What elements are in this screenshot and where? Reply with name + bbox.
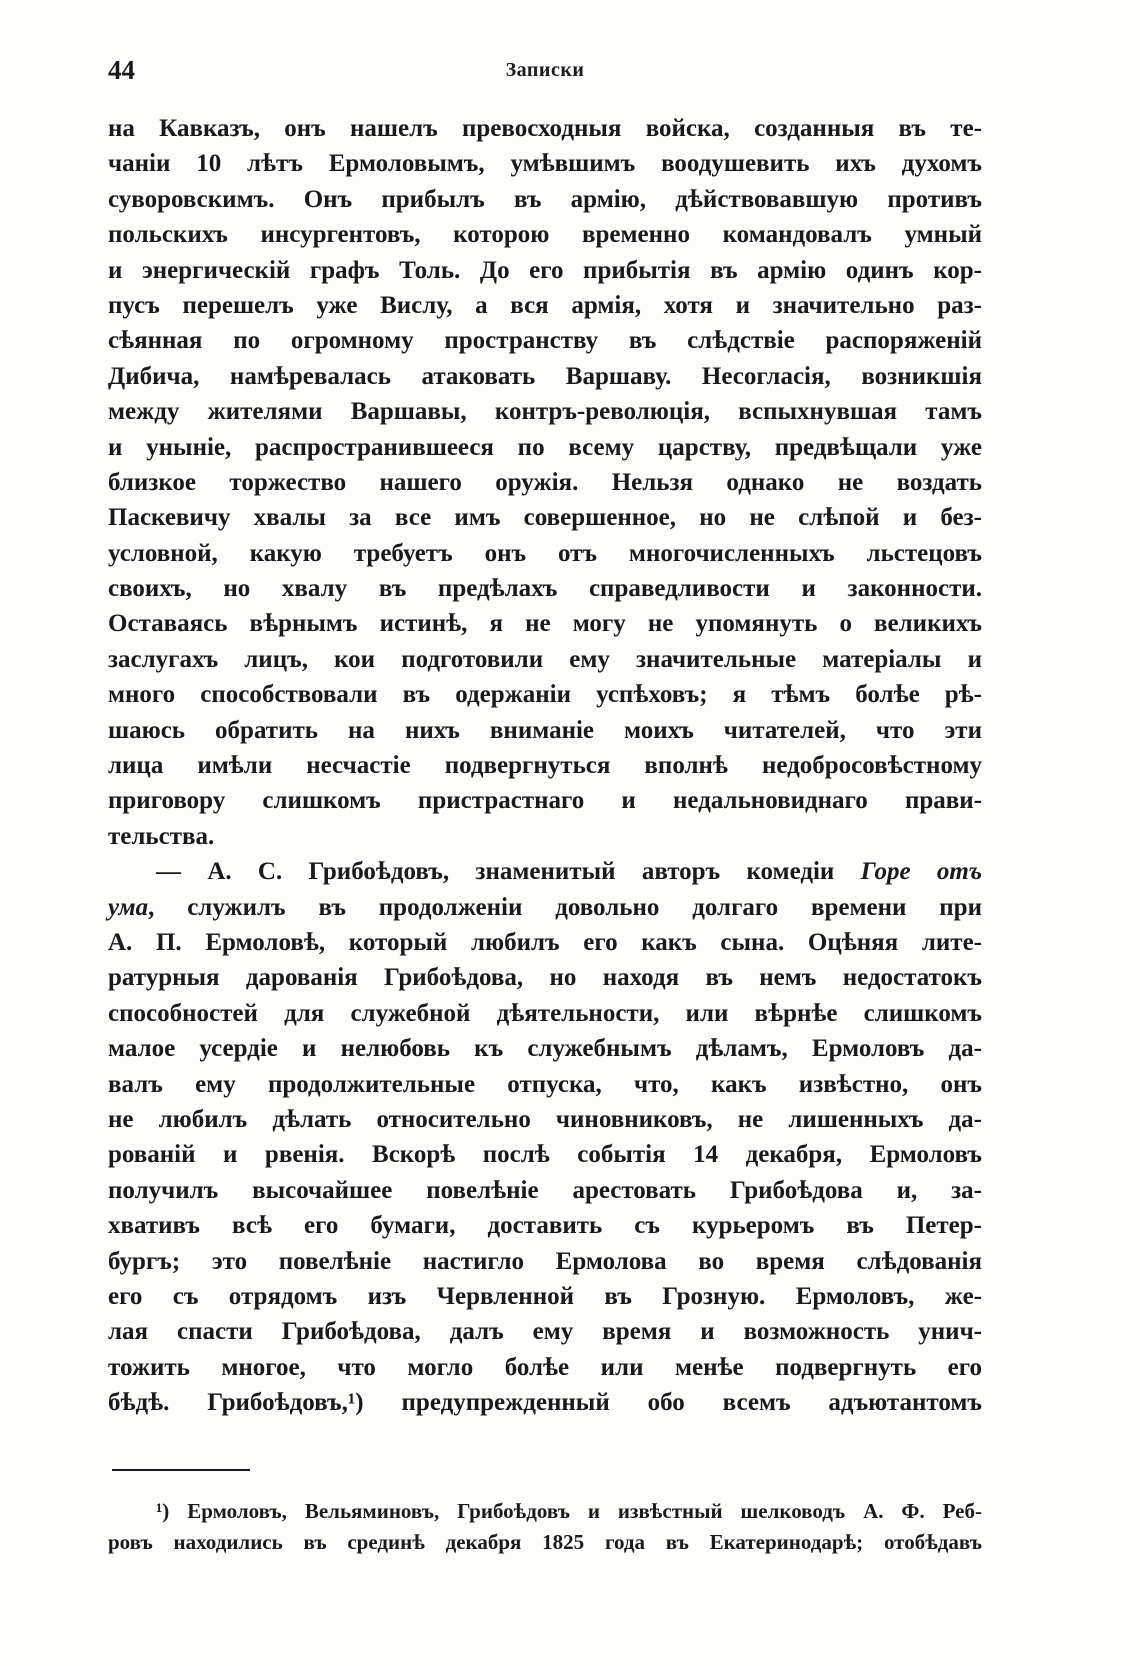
text-line: шаюсь обратить на нихъ вниманіе моихъ читателей, что эти	[108, 716, 982, 744]
text-run: , служилъ въ продолженіи довольно долгаго времени при	[148, 893, 982, 921]
text-line: получилъ высочайшее повелѣніе арестовать Грибоѣдова и, за-	[108, 1176, 982, 1204]
paragraph-start-line	[108, 854, 982, 889]
text-line: не любилъ дѣлать относительно чиновниковъ, не лишенныхъ да-	[108, 1105, 982, 1133]
text-line: способностей для служебной дѣятельности, или вѣрнѣе слишкомъ	[108, 999, 982, 1027]
text-line: А. П. Ермоловѣ, который любилъ его какъ сына. Оцѣняя лите-	[108, 928, 982, 956]
footnote-divider	[112, 1469, 250, 1471]
page-header	[108, 50, 982, 90]
text-line: своихъ, но хвалу въ предѣлахъ справедливости и законности.	[108, 575, 982, 603]
text-line: условной, какую требуетъ онъ отъ многочисленныхъ льстецовъ	[108, 539, 982, 567]
text-line: рованій и рвенія. Вскорѣ послѣ событія 14 декабря, Ермоловъ	[108, 1141, 982, 1169]
text-line: лая спасти Грибоѣдова, далъ ему время и возможность унич-	[108, 1318, 982, 1346]
text-run: — А. С. Грибоѣдовъ, знаменитый авторъ комедіи	[156, 858, 861, 886]
comedy-title-italic: Горе отъ	[860, 858, 982, 886]
text-line: лица имѣли несчастіе подвергнуться вполнѣ недобросовѣстному	[108, 752, 982, 780]
text-line: бургъ; это повелѣніе настигло Ермолова во время слѣдованія	[108, 1247, 982, 1275]
text-line: ратурныя дарованія Грибоѣдова, но находя въ немъ недостатокъ	[108, 964, 982, 992]
text-line: заслугахъ лицъ, кои подготовили ему значительные матеріалы и	[108, 645, 982, 673]
text-line: тельства.	[108, 822, 215, 850]
text-line: бѣдѣ. Грибоѣдовъ,¹) предупрежденный обо всемъ адъютантомъ	[108, 1389, 982, 1417]
page-number: 44	[108, 55, 135, 85]
text-line: тожить многое, что могло болѣе или менѣе подвергнуть его	[108, 1353, 982, 1381]
footnote-line: ¹) Ермоловъ, Вельяминовъ, Грибоѣдовъ и извѣстный шелководъ А. Ф. Реб-	[156, 1499, 982, 1523]
text-line: польскихъ инсургентовъ, которою временно командовалъ умный	[108, 221, 982, 249]
footnote-line: ровъ находились въ срединѣ декабря 1825 года въ Екатеринодарѣ; отобѣдавъ	[108, 1530, 982, 1554]
text-line: его съ отрядомъ изъ Червленной въ Грозную. Ермоловъ, же-	[108, 1282, 982, 1310]
text-line: сѣянная по огромному пространству въ слѣдствіе распоряженій	[108, 327, 982, 355]
text-line: близкое торжество нашего оружія. Нельзя однако не воздать	[108, 468, 982, 496]
text-line: Оставаясь вѣрнымъ истинѣ, я не могу не упомянуть о великихъ	[108, 610, 982, 638]
text-line: чаніи 10 лѣтъ Ермоловымъ, умѣвшимъ воодушевить ихъ духомъ	[108, 150, 982, 178]
text-line: валъ ему продолжительные отпуска, что, какъ извѣстно, онъ	[108, 1070, 982, 1098]
text-line: пусъ перешелъ уже Вислу, а вся армія, хотя и значительно раз-	[108, 291, 982, 319]
text-line: приговору слишкомъ пристрастнаго и недальновиднаго прави-	[108, 787, 982, 815]
comedy-title-italic: ума	[108, 893, 149, 921]
text-line: Дибича, намѣревалась атаковать Варшаву. Несогласія, возникшія	[108, 362, 982, 390]
text-line: хвативъ всѣ его бумаги, доставить съ курьеромъ въ Петер-	[108, 1212, 982, 1240]
text-line: на Кавказъ, онъ нашелъ превосходныя войска, созданныя въ те-	[108, 115, 982, 142]
text-line: малое усердіе и нелюбовь къ служебнымъ дѣламъ, Ермоловъ да-	[108, 1035, 982, 1063]
text-line: и энергическій графъ Толь. До его прибытія въ армію одинъ кор-	[108, 256, 982, 284]
text-line: Паскевичу хвалы за все имъ совершенное, но не слѣпой и без-	[108, 504, 982, 532]
running-title: Записки	[505, 59, 585, 81]
text-line: и уныніе, распространившееся по всему царству, предвѣщали уже	[108, 433, 982, 461]
footnotes	[108, 1496, 982, 1558]
text-line: между жителями Варшавы, контръ-революція, вспыхнувшая тамъ	[108, 398, 982, 426]
body-text	[108, 111, 982, 1420]
text-line	[108, 890, 982, 925]
text-line: суворовскимъ. Онъ прибылъ въ армію, дѣйствовавшую противъ	[108, 185, 982, 213]
text-line: много способствовали въ одержаніи успѣховъ; я тѣмъ болѣе рѣ-	[108, 681, 982, 709]
